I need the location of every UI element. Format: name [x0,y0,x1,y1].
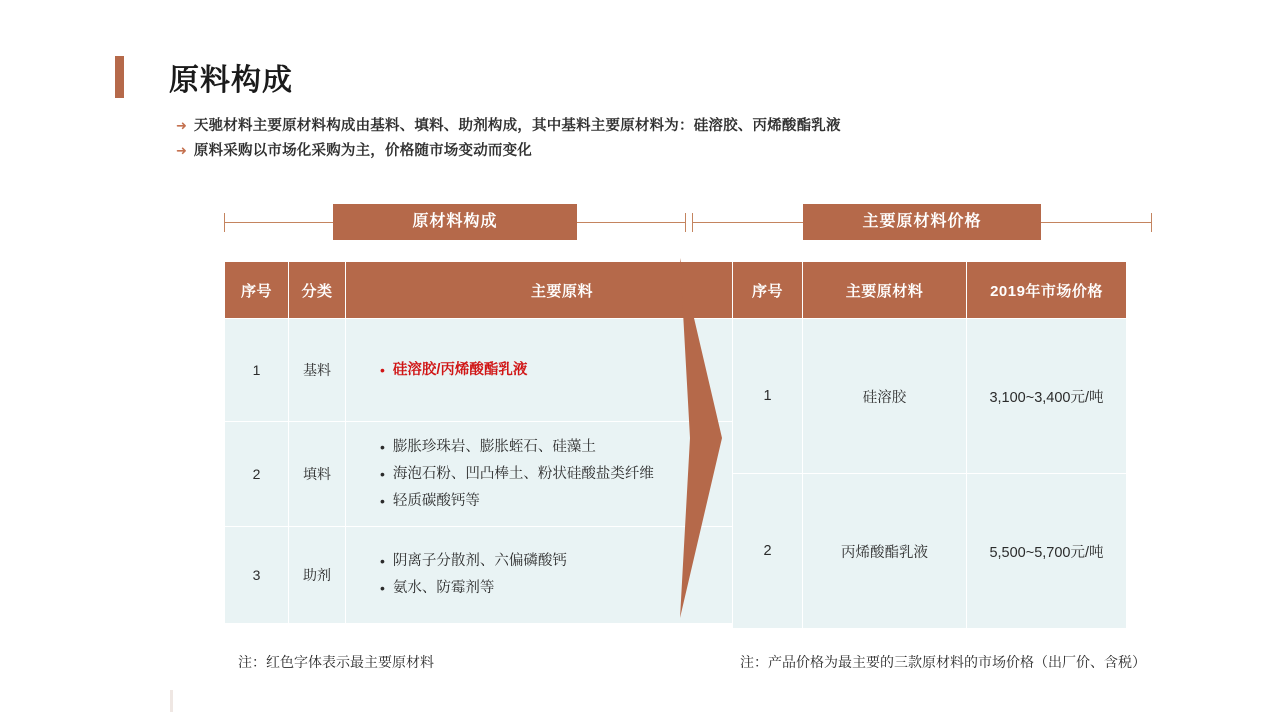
cell-category: 基料 [289,319,346,422]
material-text: 膨胀珍珠岩、膨胀蛭石、硅藻土 [392,438,596,455]
bullet-dot-icon: • [380,580,385,596]
cell-material: 丙烯酸酯乳液 [803,474,967,629]
raw-material-price-table [732,261,1127,629]
material-text: 海泡石粉、凹凸棒土、粉状硅酸盐类纤维 [392,465,654,482]
cell-material: 硅溶胶 [803,319,967,474]
banner-label-right: 主要原材料价格 [803,204,1041,240]
cell-index: 3 [225,527,289,624]
banner-rule-left [224,222,333,223]
table-row [733,319,1127,474]
note-left: 注：红色字体表示最主要原材料 [238,654,434,670]
bullet-dot-icon: • [380,438,385,455]
bullet-list [176,117,841,167]
section-banner-left [224,204,686,240]
note-right: 注：产品价格为最主要的三款原材料的市场价格（出厂价、含税） [740,654,1146,670]
cell-index: 1 [733,319,803,474]
banner-rule-right [1041,222,1152,223]
cell-price: 5,500~5,700元/吨 [967,474,1127,629]
column-header-material: 主要原材料 [803,262,967,319]
title-accent-bar [115,56,124,98]
bullet-item [176,117,841,135]
section-banner-right [692,204,1152,240]
cell-category: 助剂 [289,527,346,624]
column-header-materials: 主要原料 [346,262,779,319]
material-text: 阴离子分散剂、六偏磷酸钙 [392,553,567,569]
corner-mark [170,690,173,712]
table-header-row [733,262,1127,319]
banner-rule-right [577,222,686,223]
column-header-category: 分类 [289,262,346,319]
cell-index: 2 [733,474,803,629]
bullet-dot-icon: • [380,361,385,378]
bullet-text: 天驰材料主要原材料构成由基料、填料、助剂构成，其中基料主要原材料为：硅溶胶、丙烯酸酯乳液 [193,118,841,134]
title-text: 原料构成 [169,64,293,97]
cell-price: 3,100~3,400元/吨 [967,319,1127,474]
page-title [115,55,293,99]
arrow-icon: ➜ [176,143,187,158]
arrow-icon: ➜ [176,118,187,133]
column-header-price: 2019年市场价格 [967,262,1127,319]
column-header-index: 序号 [225,262,289,319]
banner-label-left: 原材料构成 [333,204,577,240]
cell-category: 填料 [289,422,346,527]
material-text: 氨水、防霉剂等 [392,580,495,596]
bullet-dot-icon: • [380,492,385,509]
cell-index: 1 [225,319,289,422]
material-text: 轻质碳酸钙等 [392,492,480,509]
bullet-dot-icon: • [380,465,385,482]
banner-rule-left [692,222,803,223]
flow-arrow-icon [676,258,722,618]
material-text: 硅溶胶/丙烯酸酯乳液 [392,361,528,378]
column-header-index: 序号 [733,262,803,319]
bullet-text: 原料采购以市场化采购为主，价格随市场变动而变化 [193,143,533,159]
cell-index: 2 [225,422,289,527]
bullet-item [176,142,841,160]
bullet-dot-icon: • [380,553,385,569]
table-row [733,474,1127,629]
